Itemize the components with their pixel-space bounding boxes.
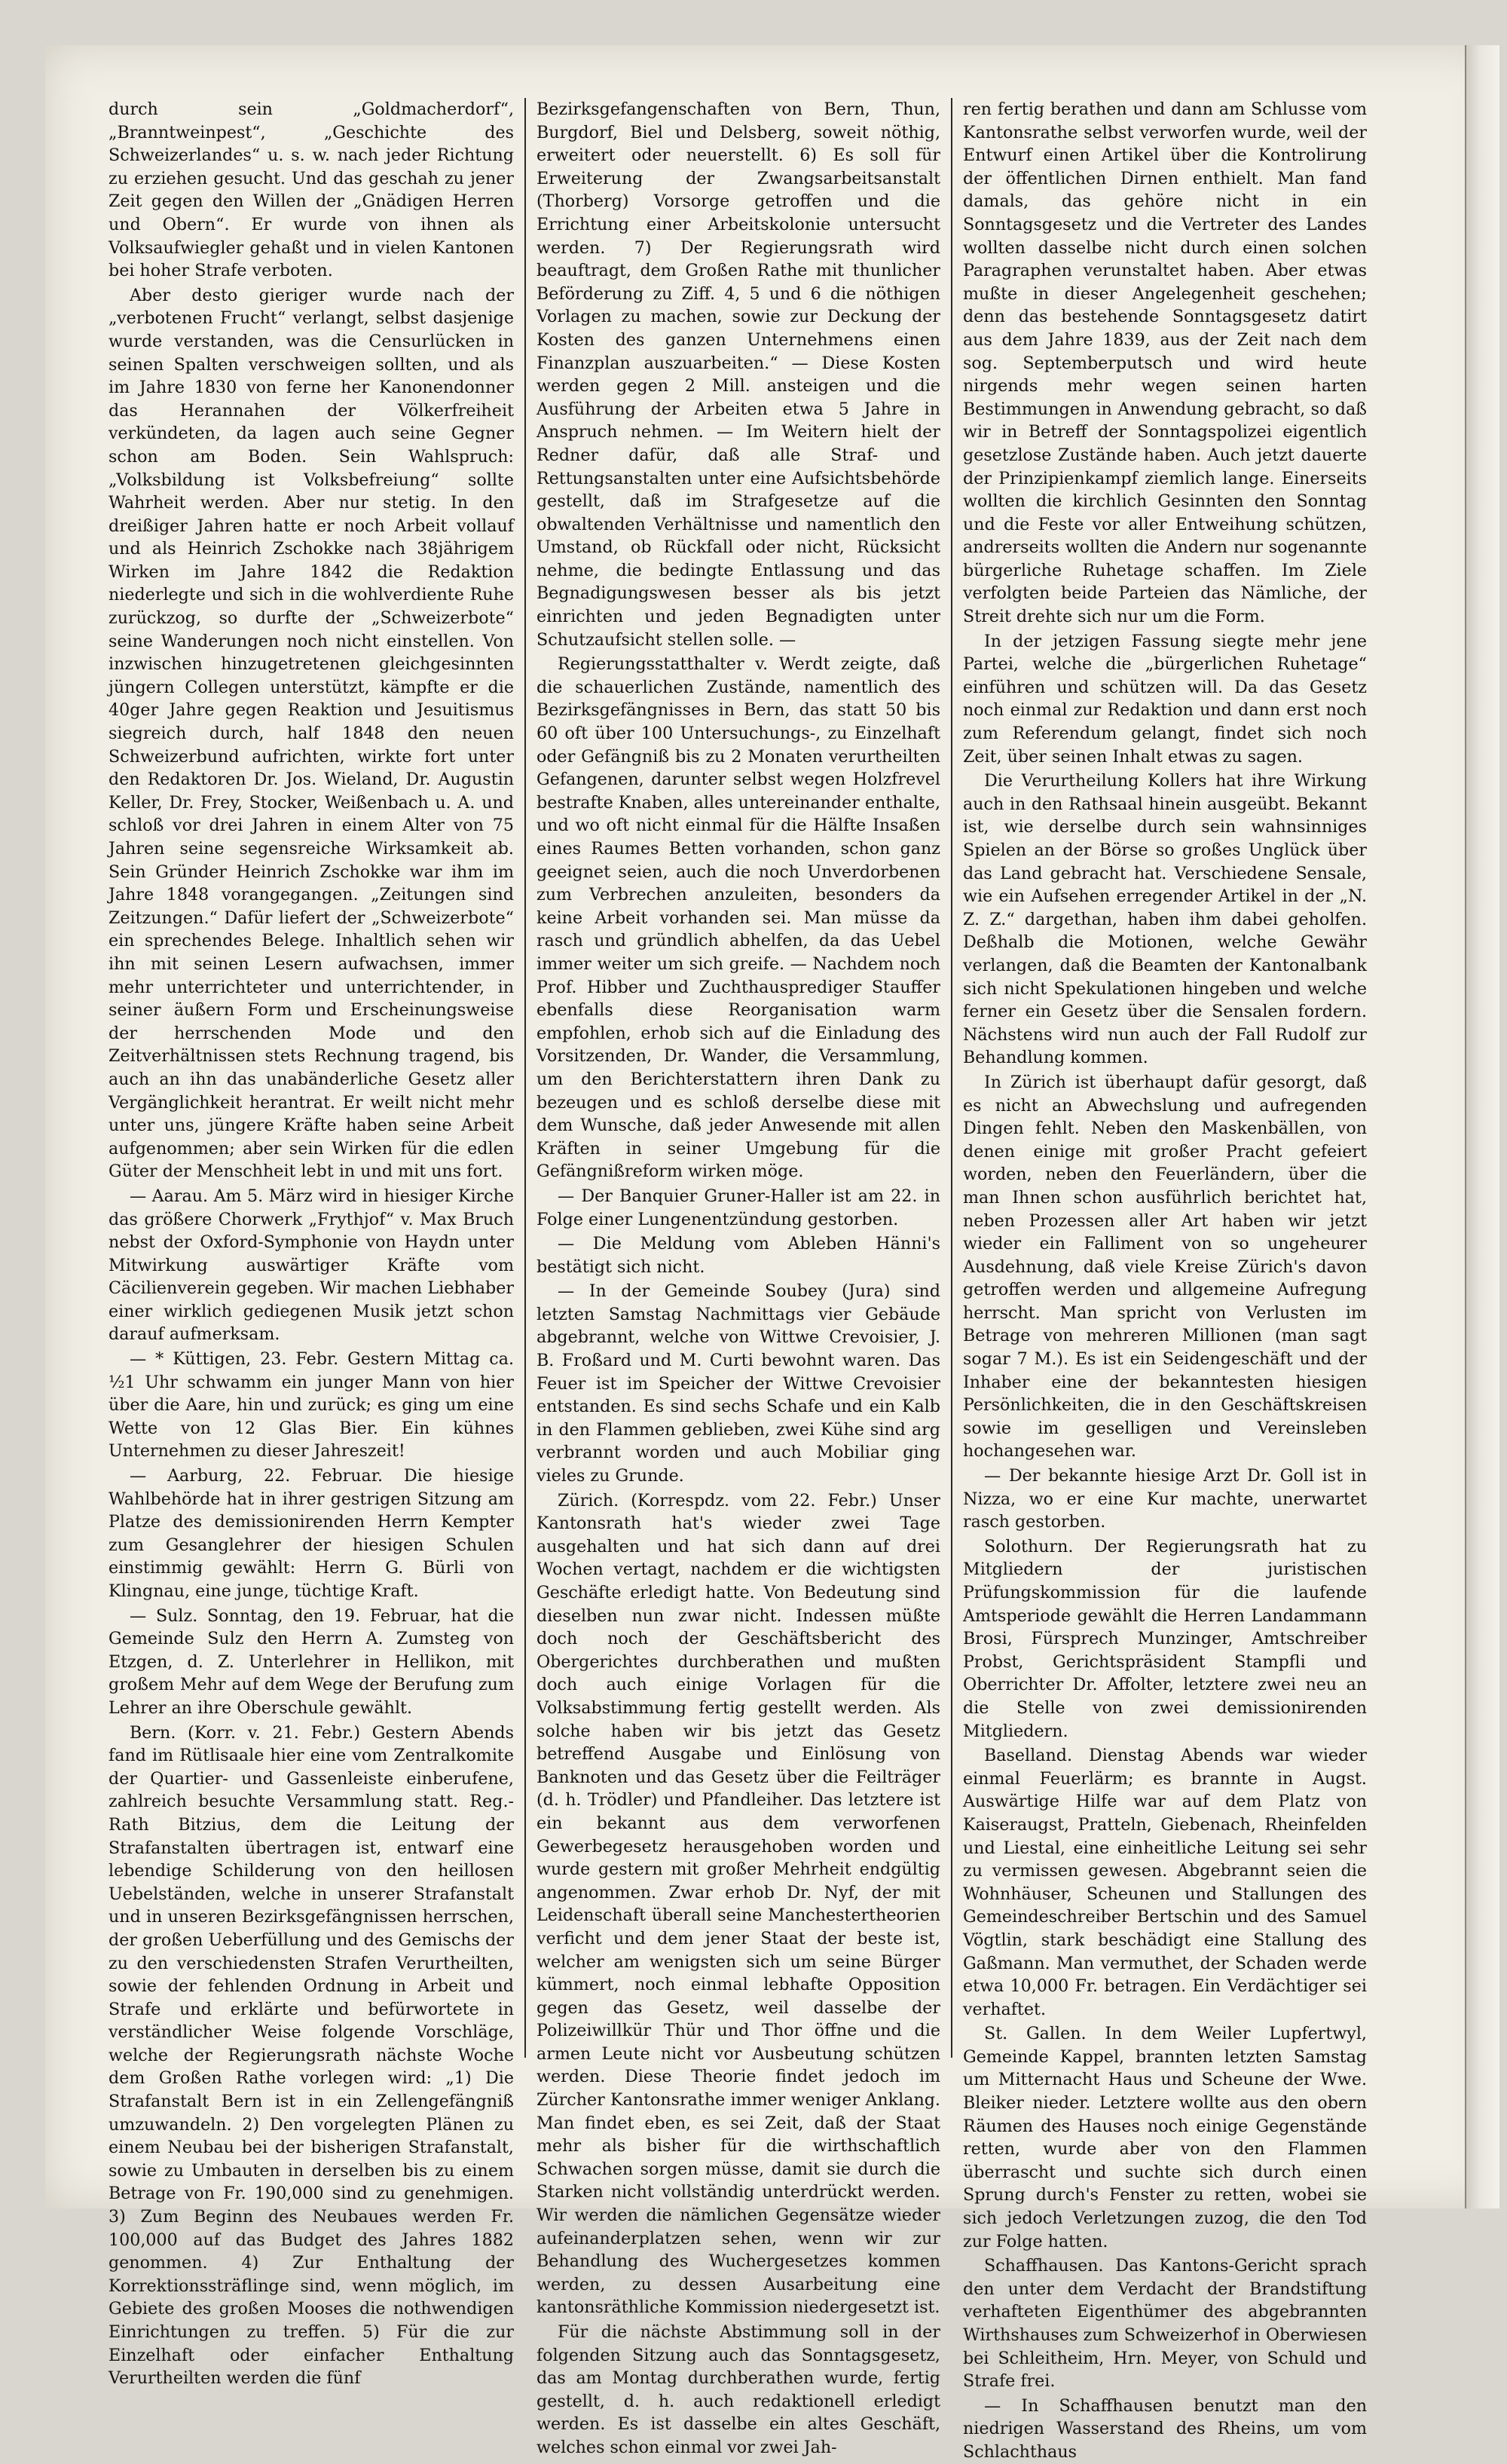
paragraph: — In der Gemeinde Soubey (Jura) sind letzten Samstag Nachmittags vier Gebäude abgebrannt, welche von Wittwe Crevoisier, J. B. Froßard und M. Curti bewohnt waren. Das Feuer ist im Speicher der Wittwe Crevoisier entstanden. Es sind sechs Schafe und ein Kalb in den Flammen geblieben, zwei Kühe sind arg verbrannt worden und auch Mobiliar ging vieles zu Grunde. bbox=[536, 1281, 940, 1486]
page-edge bbox=[1465, 45, 1499, 2208]
paragraph: In Zürich ist überhaupt dafür gesorgt, daß es nicht an Abwechslung und aufregenden Dingen fehlt. Neben den Maskenbällen, von denen einige mit großer Pracht gefeiert worden, neben den Feuerländern, über die man Ihnen schon ausführlich berichtet hat, neben Prozessen aller Art haben wir jetzt wieder ein Falliment von so ungeheurer Ausdehnung, daß viele Kreise Zürich's davon getroffen werden und allgemeine Aufregung herrscht. Man spricht von Verlusten im Betrage von mehreren Millionen (man sagt sogar 7 M.). Es ist ein Seidengeschäft und der Inhaber eine der bekanntesten hiesigen Persönlichkeiten, die in den Geschäftskreisen sowie im geselligen und Vereinsleben hochangesehen war. bbox=[963, 1072, 1367, 1462]
paragraph: Bezirksgefangenschaften von Bern, Thun, Burgdorf, Biel und Delsberg, soweit nöthig, erweitert oder neuerstellt. 6) Es soll für Erweiterung der Zwangsarbeitsanstalt (Thorberg) Vorsorge getroffen und die Errichtung einer Arbeitskolonie untersucht werden. 7) Der Regierungsrath wird beauftragt, dem Großen Rathe mit thunlicher Beförderung zu Ziff. 4, 5 und 6 die nöthigen Vorlagen zu machen, sowie zur Deckung der Kosten des ganzen Unternehmens einen Finanzplan auszuarbeiten.“ — Diese Kosten werden gegen 2 Mill. ansteigen und die Ausführung der Arbeiten etwa 5 Jahre in Anspruch nehmen. — Im Weitern hielt der Redner dafür, daß alle Straf- und Rettungsanstalten unter eine Aufsichtsbehörde gestellt, daß im Strafgesetze auf die obwaltenden Verhältnisse und namentlich den Umstand, ob Rückfall oder nicht, Rücksicht nehme, die bedingte Entlassung und das Begnadigungswesen besser als bis jetzt einrichten und jeden Begnadigten unter Schutzaufsicht stellen solle. — bbox=[536, 99, 940, 650]
paragraph: — * Küttigen, 23. Febr. Gestern Mittag ca. ½1 Uhr schwamm ein junger Mann von hier über die Aare, hin und zurück; es ging um eine Wette von 12 Glas Bier. Ein kühnes Unternehmen zu dieser Jahreszeit! bbox=[109, 1349, 514, 1462]
paragraph: Baselland. Dienstag Abends war wieder einmal Feuerlärm; es brannte in Augst. Auswärtige Hilfe war auf dem Platz von Kaiseraugst, Pratteln, Giebenach, Rheinfelden und Liestal, eine einheitliche Leitung sei sehr zu vermissen gewesen. Abgebrannt seien die Wohnhäuser, Scheunen und Stallungen des Gemeindeschreiber Bertschin und des Samuel Vögtlin, stark beschädigt eine Stallung des Gaßmann. Man vermuthet, der Schaden werde etwa 10,000 Fr. betragen. Ein Verdächtiger sei verhaftet. bbox=[963, 1746, 1367, 2019]
paragraph: ren fertig berathen und dann am Schlusse vom Kantonsrathe selbst verworfen wurde, weil der Entwurf einen Artikel über die Kontrolirung der öffentlichen Dirnen enthielt. Man fand damals, das gehöre nicht in ein Sonntagsgesetz und die Vertreter des Landes wollten dasselbe nicht durch einen solchen Paragraphen verunstaltet haben. Aber etwas mußte in dieser Angelegenheit geschehen; denn das bestehende Sonntagsgesetz datirt aus dem Jahre 1839, aus der Zeit nach dem sog. Septemberputsch und wird heute nirgends mehr wegen seinen harten Bestimmungen in Anwendung gebracht, so daß wir in Betreff der Sonntagspolizei eigentlich gesetzlose Zustände haben. Auch jetzt dauerte der Prinzipienkampf ziemlich lange. Einerseits wollten die kirchlich Gesinnten den Sonntag und die Feste vor aller Entweihung schützen, andrerseits wollten die Andern nur sogenannte bürgerliche Ruhetage schaffen. Im Ziele verfolgten beide Parteien das Nämliche, der Streit drehte sich nur um die Form. bbox=[963, 99, 1367, 627]
text-columns bbox=[98, 98, 1379, 2462]
paragraph: Die Verurtheilung Kollers hat ihre Wirkung auch in den Rathsaal hinein ausgeübt. Bekannt ist, wie derselbe durch sein wahnsinniges Spielen an der Börse so großes Unglück über das Land gebracht hat. Verschiedene Sensale, wie ein Aufsehen erregender Artikel in der „N. Z. Z.“ dargethan, haben ihm dabei geholfen. Deßhalb die Motionen, welche Gewähr verlangen, daß die Beamten der Kantonalbank sich nicht Spekulationen hingeben und welche ferner ein Gesetz über die Sensalen fordern. Nächstens wird nun auch der Fall Rudolf zur Behandlung kommen. bbox=[963, 771, 1367, 1068]
paragraph: Solothurn. Der Regierungsrath hat zu Mitgliedern der juristischen Prüfungskommission für die laufende Amtsperiode gewählt die Herren Landammann Brosi, Fürsprech Munzinger, Amtschreiber Probst, Gerichtspräsident Stampfli und Oberrichter Dr. Affolter, letztere zwei neu an die Stelle von zwei demissionirenden Mitgliedern. bbox=[963, 1536, 1367, 1741]
paragraph: — Sulz. Sonntag, den 19. Februar, hat die Gemeinde Sulz den Herrn A. Zumsteg von Etzgen, d. Z. Unterlehrer in Hellikon, mit großem Mehr auf dem Wege der Berufung zum Lehrer an ihre Oberschule gewählt. bbox=[109, 1605, 514, 1718]
paragraph: Aber desto gieriger wurde nach der „verbotenen Frucht“ verlangt, selbst dasjenige wurde verstanden, was die Censurlücken in seinen Spalten verschweigen sollten, und als im Jahre 1830 von ferne her Kanonendonner das Herannahen der Völkerfreiheit verkündeten, da lagen auch seine Gegner schon am Boden. Sein Wahlspruch: „Volksbildung ist Volksbefreiung“ sollte Wahrheit werden. Aber nur stetig. In den dreißiger Jahren hatte er noch Arbeit vollauf und als Heinrich Zschokke nach 38jährigem Wirken im Jahre 1842 die Redaktion niederlegte und sich in die wohlverdiente Ruhe zurückzog, so durfte der „Schweizerbote“ seine Wanderungen noch nicht einstellen. Von inzwischen hinzugetretenen gleichgesinnten jüngern Collegen unterstützt, kämpfte er die 40ger Jahre gegen Reaktion und Jesuitismus siegreich durch, half 1848 den neuen Schweizerbund aufrichten, wirkte fort unter den Redaktoren Dr. Jos. Wieland, Dr. Augustin Keller, Dr. Frey, Stocker, Weißenbach u. A. und schloß vor drei Jahren in einem Alter von 75 Jahren seine segensreiche Wirksamkeit ab. Sein Gründer Heinrich Zschokke war ihm im Jahre 1848 vorangegangen. „Zeitungen sind Zeitzungen.“ Dafür liefert der „Schweizerbote“ ein sprechendes Belege. Inhaltlich sehen wir ihn mit seinen Lesern aufwachsen, immer mehr unterrichteter und unterrichtender, in seiner äußern Form und Erscheinungsweise der herrschenden Mode und den Zeitverhältnissen stets Rechnung tragend, bis auch an ihn das unabänderliche Gesetz aller Vergänglichkeit herantrat. Er weilt nicht mehr unter uns, jüngere Kräfte haben seine Arbeit aufgenommen; aber sein Wirken für die edlen Güter der Menschheit lebt in und mit uns fort. bbox=[109, 285, 514, 1182]
paragraph: — Aarburg, 22. Februar. Die hiesige Wahlbehörde hat in ihrer gestrigen Sitzung am Platze des demissionirenden Herrn Kempter zum Gesanglehrer der hiesigen Schulen einstimmig gewählt: Herrn G. Bürli von Klingnau, eine junge, tüchtige Kraft. bbox=[109, 1466, 514, 1601]
column-3 bbox=[951, 98, 1377, 2462]
paragraph: Bern. (Korr. v. 21. Febr.) Gestern Abends fand im Rütlisaale hier eine vom Zentralkomite der Quartier- und Gassenleiste einberufene, zahlreich besuchte Versammlung statt. Reg.-Rath Bitzius, dem die Leitung der Strafanstalten übertragen ist, entwarf eine lebendige Schilderung von den heillosen Uebelständen, welche in unserer Strafanstalt und in unseren Bezirksgefängnissen herrschen, der großen Ueberfüllung und des Gemischs der zu den verschiedensten Strafen Verurtheilten, sowie der fehlenden Ordnung in Arbeit und Strafe und erklärte und befürwortete in verständlicher Weise folgende Vorschläge, welche der Regierungsrath nächste Woche dem Großen Rathe vorlegen wird: „1) Die Strafanstalt Bern ist in ein Zellengefängniß umzuwandeln. 2) Den vorgelegten Plänen zu einem Neubau bei der bisherigen Strafanstalt, sowie zu Umbauten in derselben bis zu einem Betrage von Fr. 190,000 sind zu genehmigen. 3) Zum Beginn des Neubaues werden Fr. 100,000 auf das Budget des Jahres 1882 genommen. 4) Zur Enthaltung der Korrektionssträflinge sind, wenn möglich, im Gebiete des großen Mooses die nothwendigen Einrichtungen zu treffen. 5) Für die zur Einzelhaft oder einfacher Enthaltung Verurtheilten werden die fünf bbox=[109, 1722, 514, 2389]
paragraph: — Aarau. Am 5. März wird in hiesiger Kirche das größere Chorwerk „Frythjof“ v. Max Bruch nebst der Oxford-Symphonie von Haydn unter Mitwirkung auswärtiger Kräfte vom Cäcilienverein gegeben. Wir machen Liebhaber einer wirklich gediegenen Musik jetzt schon darauf aufmerksam. bbox=[109, 1186, 514, 1345]
column-1 bbox=[98, 98, 524, 2389]
column-2 bbox=[524, 98, 951, 2457]
paragraph: St. Gallen. In dem Weiler Lupfertwyl, Gemeinde Kappel, brannten letzten Samstag um Mitternacht Haus und Scheune der Wwe. Bleiker nieder. Letztere wollte aus den obern Räumen des Hauses noch einige Gegenstände retten, wurde aber von den Flammen überrascht und suchte sich durch einen Sprung durch's Fenster zu retten, wobei sie sich jedoch Verletzungen zuzog, die den Tod zur Folge hatten. bbox=[963, 2024, 1367, 2251]
paragraph: durch sein „Goldmacherdorf“, „Branntweinpest“, „Geschichte des Schweizerlandes“ u. s. w. nach jeder Richtung zu erziehen gesucht. Und das geschah zu jener Zeit gegen den Willen der „Gnädigen Herren und Obern“. Er wurde von ihnen als Volksaufwiegler gehaßt und in vielen Kantonen bei hoher Strafe verboten. bbox=[109, 99, 514, 281]
paragraph: Regierungsstatthalter v. Werdt zeigte, daß die schauerlichen Zustände, namentlich des Bezirksgefängnisses in Bern, das statt 50 bis 60 oft über 100 Untersuchungs-, zu Einzelhaft oder Gefängniß bis zu 2 Monaten verurtheilten Gefangenen, darunter selbst wegen Holzfrevel bestrafte Knaben, alles untereinander enthalte, und wo oft nicht einmal für die Hälfte Insaßen eines Raumes Betten vorhanden, schon ganz geeignet seien, auch die noch Unverdorbenen zum Verbrechen anzuleiten, besonders da keine Arbeit vorhanden sei. Man müsse da rasch und gründlich abhelfen, da das Uebel immer weiter um sich greife. — Nachdem noch Prof. Hibber und Zuchthausprediger Stauffer ebenfalls diese Reorganisation warm empfohlen, erhob sich auf die Einladung des Vorsitzenden, Dr. Wander, die Versammlung, um den Berichterstattern ihren Dank zu bezeugen und es schloß derselbe diese mit dem Wunsche, daß jeder Anwesende mit allen Kräften in seiner Umgebung für die Gefängnißreform wirken möge. bbox=[536, 654, 940, 1182]
paragraph: — Der bekannte hiesige Arzt Dr. Goll ist in Nizza, wo er eine Kur machte, unerwartet rasch gestorben. bbox=[963, 1466, 1367, 1532]
paragraph: — Der Banquier Gruner-Haller ist am 22. in Folge einer Lungenentzündung gestorben. bbox=[536, 1186, 940, 1229]
paragraph: In der jetzigen Fassung siegte mehr jene Partei, welche die „bürgerlichen Ruhetage“ einführen und schützen will. Da das Gesetz noch einmal zur Redaktion und dann erst noch zum Referendum gelangt, findet sich noch Zeit, über seinen Inhalt etwas zu sagen. bbox=[963, 631, 1367, 767]
paragraph: — In Schaffhausen benutzt man den niedrigen Wasserstand des Rheins, um vom Schlachthaus bbox=[963, 2395, 1367, 2462]
paragraph: Für die nächste Abstimmung soll in der folgenden Sitzung auch das Sonntagsgesetz, das am Montag durchberathen wurde, fertig gestellt, d. h. auch redaktionell erledigt werden. Es ist dasselbe ein altes Geschäft, welches schon einmal vor zwei Jah- bbox=[536, 2322, 940, 2457]
newspaper-page bbox=[45, 45, 1499, 2462]
paragraph: Zürich. (Korrespdz. vom 22. Febr.) Unser Kantonsrath hat's wieder zwei Tage ausgehalten und hat sich dann auf drei Wochen vertagt, nachdem er die wichtigsten Geschäfte erledigt hatte. Von Bedeutung sind dieselben nun zwar nicht. Indessen müßte doch noch der Geschäftsbericht des Obergerichtes durchberathen und mußten doch auch einige Vorlagen für die Volksabstimmung fertig gestellt werden. Als solche haben wir bis jetzt das Gesetz betreffend Ausgabe und Einlösung von Banknoten und das Gesetz über die Feilträger (d. h. Trödler) und Pfandleiher. Das letztere ist ein bekannt aus dem verworfenen Gewerbegesetz herausgehoben worden und wurde gestern mit großer Mehrheit endgültig angenommen. Zwar erhob Dr. Nyf, der mit Leidenschaft überall seine Manchestertheorien verficht und dem jener Staat der beste ist, welcher am wenigsten sich um seine Bürger kümmert, noch einmal lebhafte Opposition gegen das Gesetz, weil dasselbe der Polizeiwillkür Thür und Thor öffne und die armen Leute nicht vor Ausbeutung schützen werden. Diese Theorie findet jedoch im Zürcher Kantonsrathe immer weniger Anklang. Man findet eben, es sei Zeit, daß der Staat mehr als bisher für die wirthschaftlich Schwachen sorgen müsse, damit sie durch die Starken nicht vollständig unterdrückt werden. Wir werden die nämlichen Gegensätze wieder aufeinanderplatzen sehen, wenn wir zur Behandlung des Wuchergesetzes kommen werden, zu dessen Ausarbeitung eine kantonsräthliche Kommission niedergesetzt ist. bbox=[536, 1490, 940, 2318]
paragraph: Schaffhausen. Das Kantons-Gericht sprach den unter dem Verdacht der Brandstiftung verhafteten Eigenthümer des abgebrannten Wirthshauses zum Schweizerhof in Oberwiesen bei Schleitheim, Hrn. Meyer, von Schuld und Strafe frei. bbox=[963, 2256, 1367, 2392]
paragraph: — Die Meldung vom Ableben Hänni's bestätigt sich nicht. bbox=[536, 1234, 940, 1277]
